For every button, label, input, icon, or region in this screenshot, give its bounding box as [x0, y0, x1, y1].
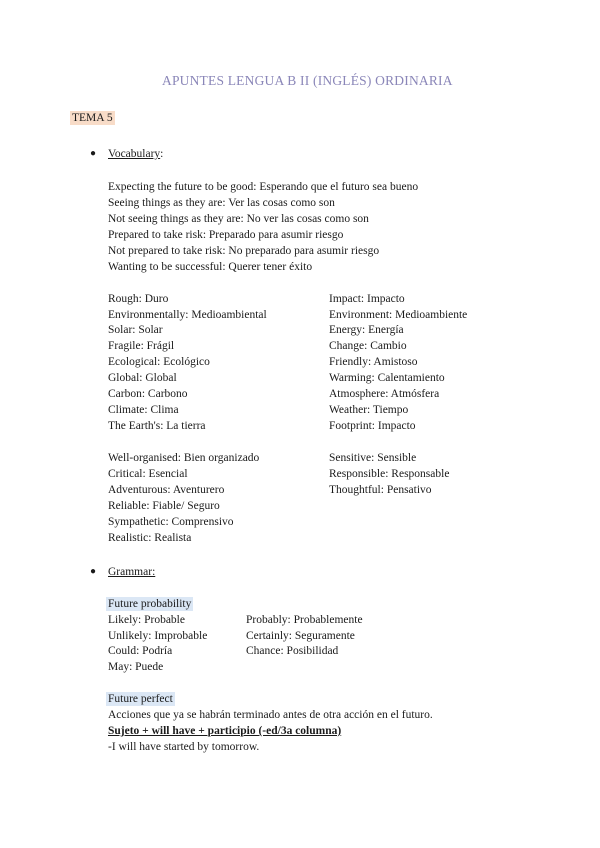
list-item: Could: Podría: [108, 645, 173, 657]
list-item: Rough: Duro: [108, 293, 169, 305]
list-item: Carbon: Carbono: [108, 388, 188, 400]
list-item: Certainly: Seguramente: [246, 630, 355, 642]
list-item: Friendly: Amistoso: [329, 356, 418, 368]
list-item: Fragile: Frágil: [108, 340, 175, 352]
list-item: Atmosphere: Atmósfera: [329, 388, 440, 400]
list-item: Responsible: Responsable: [329, 468, 450, 480]
bullet-icon: ●: [90, 148, 97, 159]
future-perfect-description: Acciones que ya se habrán terminado antes de otra acción en el futuro.: [108, 709, 433, 721]
list-item: Seeing things as they are: Ver las cosas como son: [108, 197, 335, 209]
list-item: Warming: Calentamiento: [329, 372, 445, 384]
vocabulary-heading: Vocabulary:: [108, 148, 164, 160]
future-perfect-heading: Future perfect: [108, 693, 173, 705]
list-item: Environment: Medioambiente: [329, 309, 468, 321]
future-perfect-example: -I will have started by tomorrow.: [108, 741, 260, 753]
topic-heading: TEMA 5: [72, 112, 113, 124]
list-item: Footprint: Impacto: [329, 420, 416, 432]
list-item: Climate: Clima: [108, 404, 179, 416]
list-item: Unlikely: Improbable: [108, 630, 208, 642]
list-item: Impact: Impacto: [329, 293, 405, 305]
list-item: Global: Global: [108, 372, 177, 384]
list-item: May: Puede: [108, 661, 164, 673]
list-item: Realistic: Realista: [108, 532, 192, 544]
list-item: Critical: Esencial: [108, 468, 188, 480]
future-perfect-formula: Sujeto + will have + participio (-ed/3a columna): [108, 725, 342, 737]
list-item: Sensitive: Sensible: [329, 452, 417, 464]
list-item: Wanting to be successful: Querer tener éxito: [108, 261, 313, 273]
list-item: Expecting the future to be good: Esperando que el futuro sea bueno: [108, 181, 419, 193]
future-probability-heading: Future probability: [108, 598, 192, 610]
list-item: Solar: Solar: [108, 324, 163, 336]
bullet-icon: ●: [90, 566, 97, 577]
list-item: Weather: Tiempo: [329, 404, 409, 416]
list-item: Sympathetic: Comprensivo: [108, 516, 234, 528]
list-item: Reliable: Fiable/ Seguro: [108, 500, 220, 512]
list-item: Likely: Probable: [108, 614, 185, 626]
list-item: Thoughtful: Pensativo: [329, 484, 432, 496]
list-item: Chance: Posibilidad: [246, 645, 339, 657]
list-item: Adventurous: Aventurero: [108, 484, 225, 496]
list-item: Not seeing things as they are: No ver las cosas como son: [108, 213, 369, 225]
list-item: Ecological: Ecológico: [108, 356, 210, 368]
list-item: The Earth's: La tierra: [108, 420, 206, 432]
list-item: Well-organised: Bien organizado: [108, 452, 260, 464]
document-title: APUNTES LENGUA B II (INGLÉS) ORDINARIA: [162, 73, 453, 88]
list-item: Energy: Energía: [329, 324, 404, 336]
list-item: Not prepared to take risk: No preparado para asumir riesgo: [108, 245, 380, 257]
list-item: Environmentally: Medioambiental: [108, 309, 267, 321]
grammar-heading: Grammar:: [108, 566, 156, 578]
list-item: Prepared to take risk: Preparado para asumir riesgo: [108, 229, 344, 241]
list-item: Probably: Probablemente: [246, 614, 363, 626]
list-item: Change: Cambio: [329, 340, 407, 352]
